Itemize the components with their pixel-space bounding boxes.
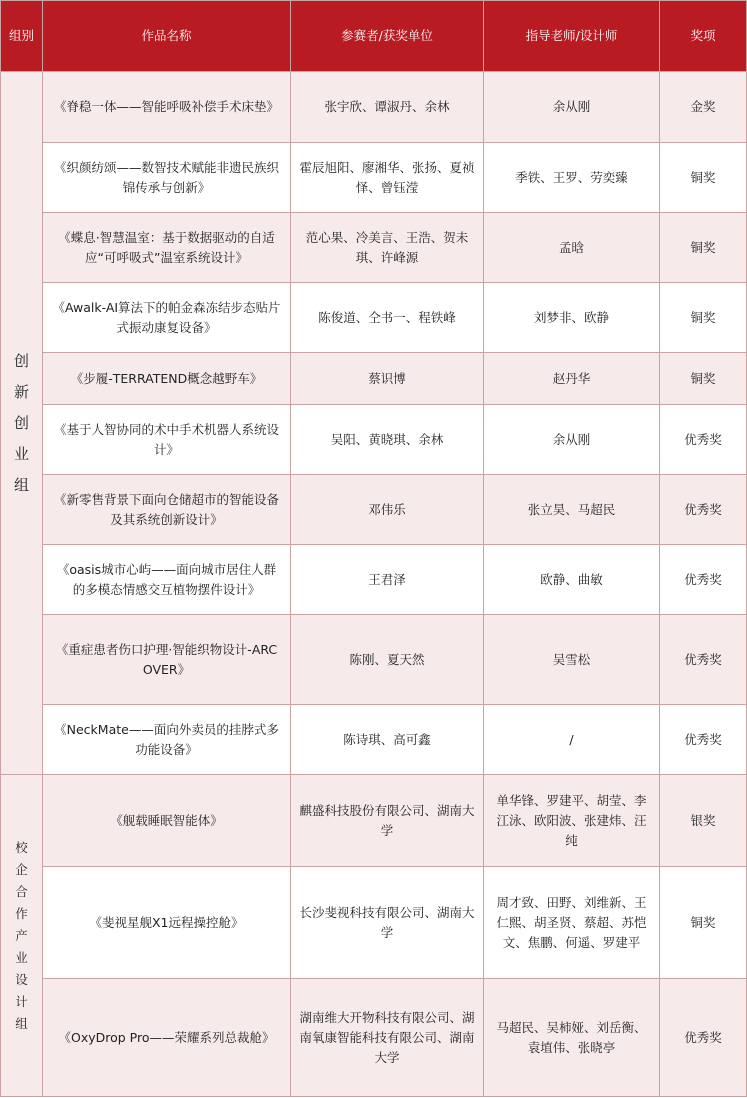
participants: 长沙斐视科技有限公司、湖南大学	[291, 867, 484, 979]
advisors: /	[484, 705, 660, 775]
header-work: 作品名称	[43, 1, 291, 72]
award: 优秀奖	[660, 405, 747, 475]
work-title: 《织颜纺颂——数智技术赋能非遗民族织锦传承与创新》	[43, 143, 291, 213]
advisors: 赵丹华	[484, 353, 660, 405]
work-title: 《步履-TERRATEND概念越野车》	[43, 353, 291, 405]
participants: 邓伟乐	[291, 475, 484, 545]
participants: 蔡识博	[291, 353, 484, 405]
award: 优秀奖	[660, 475, 747, 545]
work-title: 《脊稳一体——智能呼吸补偿手术床垫》	[43, 72, 291, 143]
work-title: 《Awalk-AI算法下的帕金森冻结步态贴片式振动康复设备》	[43, 283, 291, 353]
participants: 陈刚、夏天然	[291, 615, 484, 705]
work-title: 《新零售背景下面向仓储超市的智能设备及其系统创新设计》	[43, 475, 291, 545]
participants: 王君泽	[291, 545, 484, 615]
table-row	[1, 979, 747, 1097]
award: 铜奖	[660, 283, 747, 353]
table-row	[1, 143, 747, 213]
table-row	[1, 72, 747, 143]
award: 铜奖	[660, 143, 747, 213]
advisors: 张立昊、马超民	[484, 475, 660, 545]
header-award: 奖项	[660, 1, 747, 72]
advisors: 余从刚	[484, 72, 660, 143]
participants: 陈俊道、仝书一、程铁峰	[291, 283, 484, 353]
advisors: 单华锋、罗建平、胡莹、李江泳、欧阳波、张建炜、汪纯	[484, 775, 660, 867]
work-title: 《蝶息·智慧温室：基于数据驱动的自适应“可呼吸式”温室系统设计》	[43, 213, 291, 283]
work-title: 《NeckMate——面向外卖员的挂脖式多功能设备》	[43, 705, 291, 775]
advisors: 余从刚	[484, 405, 660, 475]
work-title: 《基于人智协同的术中手术机器人系统设计》	[43, 405, 291, 475]
group-label-innovation: 创新创业组	[1, 72, 43, 775]
award: 铜奖	[660, 353, 747, 405]
advisors: 欧静、曲敏	[484, 545, 660, 615]
participants: 范心果、冷美言、王浩、贺未琪、许峰源	[291, 213, 484, 283]
table-row	[1, 353, 747, 405]
award: 优秀奖	[660, 705, 747, 775]
advisors: 季铁、王罗、劳奕臻	[484, 143, 660, 213]
header-row	[1, 1, 747, 72]
table-row	[1, 213, 747, 283]
table-row	[1, 867, 747, 979]
award: 优秀奖	[660, 979, 747, 1097]
participants: 霍辰旭阳、廖湘华、张扬、夏祯怿、曾钰滢	[291, 143, 484, 213]
group-label-industry: 校企合作产业设计组	[1, 775, 43, 1097]
award: 银奖	[660, 775, 747, 867]
work-title: 《斐视星舰X1远程操控舱》	[43, 867, 291, 979]
header-advisors: 指导老师/设计师	[484, 1, 660, 72]
advisors: 吴雪松	[484, 615, 660, 705]
award: 金奖	[660, 72, 747, 143]
work-title: 《oasis城市心屿——面向城市居住人群的多模态情感交互植物摆件设计》	[43, 545, 291, 615]
table-row	[1, 475, 747, 545]
header-participants: 参赛者/获奖单位	[291, 1, 484, 72]
table-row	[1, 615, 747, 705]
participants: 麒盛科技股份有限公司、湖南大学	[291, 775, 484, 867]
advisors: 马超民、吴柿娅、刘岳衡、袁埴伟、张晓亭	[484, 979, 660, 1097]
header-group: 组别	[1, 1, 43, 72]
table-row	[1, 283, 747, 353]
award: 铜奖	[660, 213, 747, 283]
advisors: 孟晗	[484, 213, 660, 283]
award: 优秀奖	[660, 545, 747, 615]
advisors: 刘梦非、欧静	[484, 283, 660, 353]
participants: 湖南维大开物科技有限公司、湖南氧康智能科技有限公司、湖南大学	[291, 979, 484, 1097]
table-row	[1, 775, 747, 867]
work-title: 《舰载睡眠智能体》	[43, 775, 291, 867]
participants: 陈诗琪、高可鑫	[291, 705, 484, 775]
table-row	[1, 705, 747, 775]
table-row	[1, 405, 747, 475]
participants: 张宇欣、谭淑丹、余林	[291, 72, 484, 143]
work-title: 《OxyDrop Pro——荣耀系列总裁舱》	[43, 979, 291, 1097]
work-title: 《重症患者伤口护理·智能织物设计-ARCOVER》	[43, 615, 291, 705]
award: 优秀奖	[660, 615, 747, 705]
award: 铜奖	[660, 867, 747, 979]
advisors: 周才致、田野、刘维新、王仁熙、胡圣贤、蔡超、苏恺文、焦鹏、何遥、罗建平	[484, 867, 660, 979]
table-row	[1, 545, 747, 615]
participants: 吴阳、黄晓琪、余林	[291, 405, 484, 475]
